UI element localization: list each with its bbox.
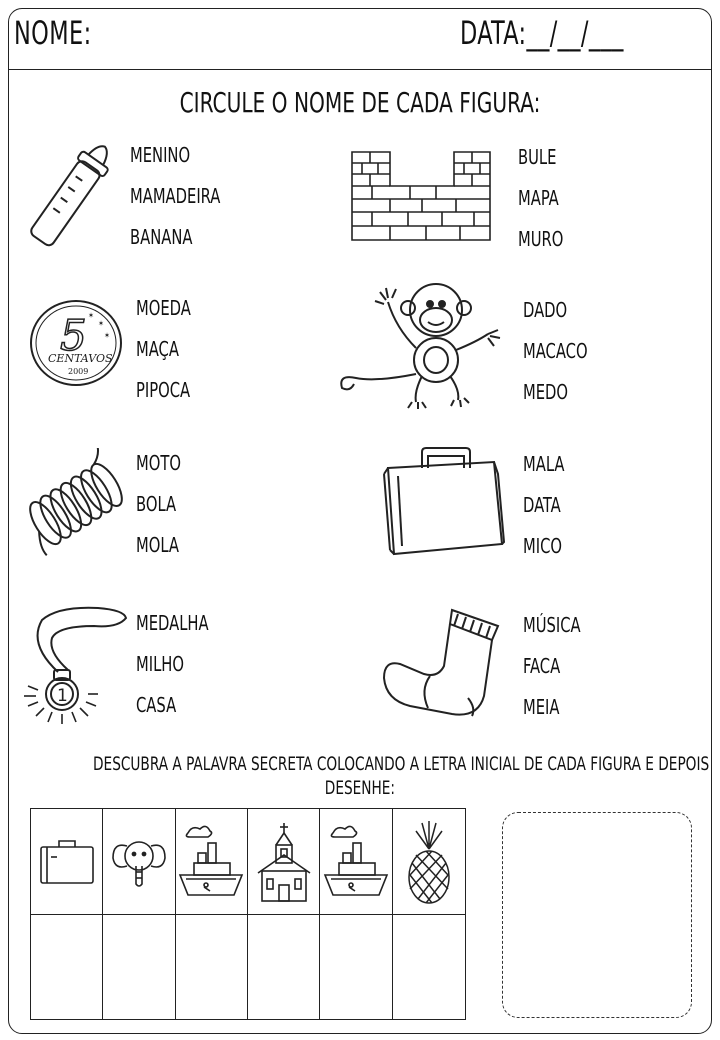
bottle-icon (22, 132, 122, 252)
word-option[interactable]: MÚSICA (523, 613, 581, 637)
church-icon (254, 821, 314, 903)
word-group-2 (518, 145, 573, 268)
svg-text:✶: ✶ (104, 331, 111, 340)
grid-letter-cell[interactable] (31, 915, 103, 1019)
word-option[interactable]: PIPOCA (136, 378, 191, 402)
secret-word-grid (30, 808, 466, 1020)
word-option[interactable]: MACACO (523, 339, 588, 363)
svg-text:✶: ✶ (88, 311, 95, 320)
word-group-6 (523, 452, 574, 575)
svg-text:✶: ✶ (98, 319, 105, 328)
word-option[interactable]: MAPA (518, 186, 559, 210)
medal-icon (18, 604, 132, 728)
grid-picture-cell (31, 809, 103, 915)
ship-icon (323, 823, 389, 901)
word-option[interactable]: MEIA (523, 695, 560, 719)
coin-year: 2009 (68, 367, 89, 376)
coin-icon (28, 298, 124, 388)
ship-icon (178, 823, 244, 901)
word-option[interactable]: CASA (136, 693, 177, 717)
word-option[interactable]: MURO (518, 227, 564, 251)
grid-letter-cell[interactable] (176, 915, 248, 1019)
grid-picture-cell (103, 809, 175, 915)
drawing-area[interactable] (502, 812, 692, 1018)
secret-word-instruction (16, 752, 710, 800)
word-option[interactable]: MENINO (130, 143, 191, 167)
word-option[interactable]: MEDALHA (136, 611, 209, 635)
instruction-line-1: DESCUBRA A PALAVRA SECRETA COLOCANDO A LETRA INICIAL DE CADA FIGURA E DEPOIS (93, 753, 710, 775)
grid-picture-cell (176, 809, 248, 915)
grid-picture-cell (320, 809, 392, 915)
word-group-1 (130, 143, 240, 266)
word-option[interactable]: MAMADEIRA (130, 184, 221, 208)
word-option[interactable]: MICO (523, 534, 563, 558)
page-title: CIRCULE O NOME DE CADA FIGURA: (179, 86, 541, 119)
word-option[interactable]: MAÇA (136, 337, 179, 361)
word-group-5 (136, 451, 191, 574)
wall-icon (350, 150, 492, 242)
medal-number: 1 (57, 686, 68, 706)
coin-text: CENTAVOS (48, 352, 113, 365)
word-group-7 (136, 611, 225, 734)
grid-letter-cell[interactable] (320, 915, 392, 1019)
coin-number: 5 (60, 311, 87, 360)
word-option[interactable]: MOLA (136, 533, 180, 557)
suitcase-icon (37, 837, 97, 887)
spring-icon (20, 448, 132, 556)
grid-picture-cell (393, 809, 465, 915)
word-option[interactable]: FACA (523, 654, 561, 678)
word-option[interactable]: DATA (523, 493, 561, 517)
grid-picture-cell (248, 809, 320, 915)
word-option[interactable]: MALA (523, 452, 565, 476)
instruction-line-2: DESENHE: (324, 777, 396, 799)
monkey-icon (336, 278, 506, 410)
pineapple-icon (404, 819, 454, 905)
word-group-3 (136, 296, 203, 419)
word-group-4 (523, 298, 602, 421)
name-label: NOME: (14, 14, 92, 52)
word-option[interactable]: BOLA (136, 492, 177, 516)
word-option[interactable]: MILHO (136, 652, 185, 676)
word-option[interactable]: DADO (523, 298, 568, 322)
word-group-8 (523, 613, 593, 736)
elephant-icon (109, 832, 169, 892)
grid-letter-cell[interactable] (393, 915, 465, 1019)
sock-icon (380, 600, 504, 720)
date-label: DATA:__/__/___ (460, 14, 624, 52)
word-option[interactable]: MOEDA (136, 296, 191, 320)
grid-letter-cell[interactable] (248, 915, 320, 1019)
word-option[interactable]: MOTO (136, 451, 181, 475)
grid-letter-cell[interactable] (103, 915, 175, 1019)
word-option[interactable]: BULE (518, 145, 557, 169)
word-option[interactable]: MEDO (523, 380, 569, 404)
suitcase-icon (382, 446, 508, 556)
word-option[interactable]: BANANA (130, 225, 193, 249)
